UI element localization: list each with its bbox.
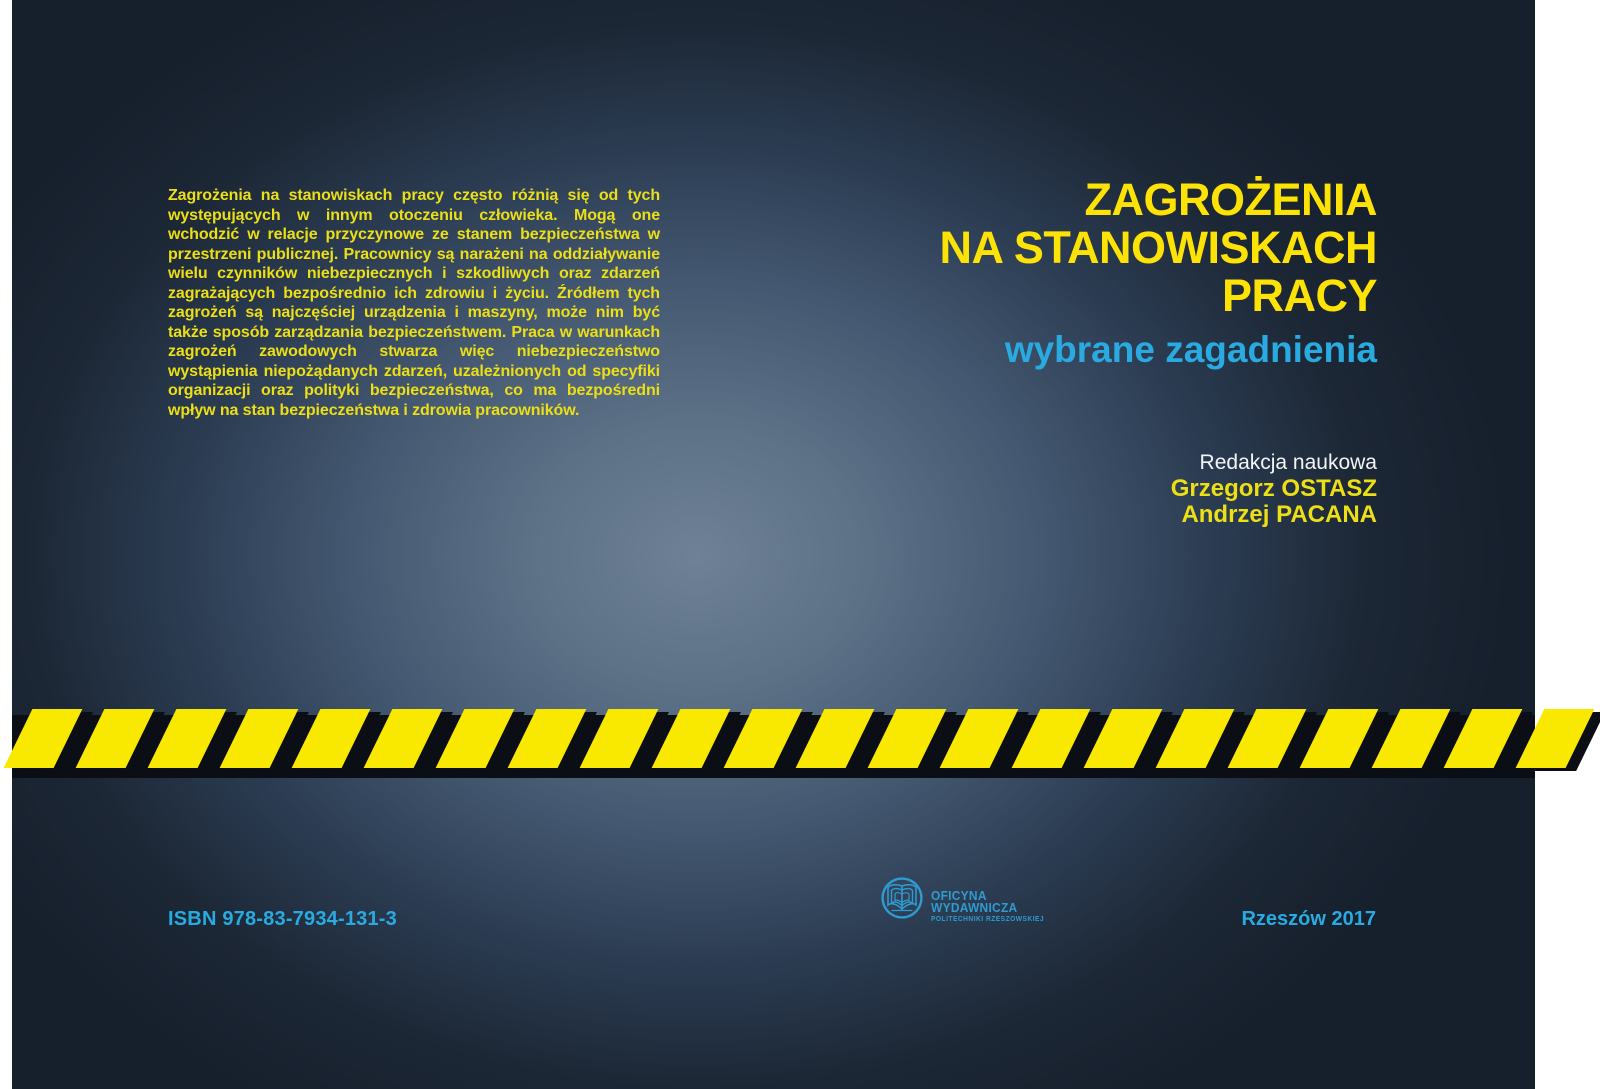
hazard-stripe — [76, 709, 155, 768]
hazard-stripe — [1156, 709, 1235, 768]
book-subtitle: wybrane zagadnienia — [1004, 329, 1377, 370]
title-block — [940, 176, 1377, 370]
publisher-name-line-2: WYDAWNICZA — [931, 900, 1018, 915]
book-title-line-2: NA STANOWISKACH — [939, 222, 1377, 273]
hazard-stripe — [1228, 709, 1307, 768]
hazard-band — [0, 709, 1600, 769]
hazard-stripe — [292, 709, 371, 768]
hazard-stripe — [580, 709, 659, 768]
hazard-stripe — [1300, 709, 1379, 768]
publisher-name-line-1: OFICYNA — [931, 888, 987, 903]
book-title-line-3: PRACY — [1221, 270, 1377, 321]
editor-name-2: Andrzej PACANA — [1181, 501, 1377, 528]
hazard-stripe — [1516, 709, 1595, 768]
isbn-text: ISBN 978-83-7934-131-3 — [168, 908, 397, 930]
hazard-stripe — [796, 709, 875, 768]
hazard-stripe — [652, 709, 731, 768]
editors-block — [1171, 449, 1377, 528]
city-year: Rzeszów 2017 — [1241, 908, 1376, 930]
hazard-stripe — [1012, 709, 1091, 768]
publisher-name — [931, 876, 1050, 924]
editors-label: Redakcja naukowa — [1199, 451, 1377, 474]
hazard-stripe — [4, 709, 83, 768]
hazard-stripe — [508, 709, 587, 768]
hazard-stripe — [1084, 709, 1163, 768]
open-book-logo-icon — [880, 876, 924, 920]
hazard-stripe — [868, 709, 947, 768]
hazard-stripe — [940, 709, 1019, 768]
hazard-stripe — [1372, 709, 1451, 768]
publisher-name-line-3: POLITECHNIKI RZESZOWSKIEJ — [931, 916, 1045, 923]
hazard-stripe — [148, 709, 227, 768]
publisher-block — [880, 876, 1050, 924]
back-cover-blurb: Zagrożenia na stanowiskach pracy często różnią się od tych występujących w innym otoczeniu człowieka. Mogą one wchodzić w relacje przyczynowe ze stanem bezpieczeństwa w przestrzeni publicznej. Pracownicy są narażeni na oddziaływanie wielu czynników niebezpiecznych i szkodliwych oraz zdarzeń zagrażających bezpośrednio ich zdrowiu i życiu. Źródłem tych zagrożeń są najczęściej urządzenia i maszyny, może nim być także sposób zarządzania bezpieczeństwem. Praca w warunkach zagrożeń zawodowych stwarza więc niebezpieczeństwo wystąpienia niepożądanych zdarzeń, uzależnionych od specyfiki organizacji oraz polityki bezpieczeństwa, co ma bezpośredni wpływ na stan bezpieczeństwa i zdrowia pracowników. — [168, 187, 660, 419]
cover-background — [12, 0, 1535, 1089]
hazard-stripe — [364, 709, 443, 768]
hazard-stripe — [220, 709, 299, 768]
hazard-stripe — [724, 709, 803, 768]
editor-name-1: Grzegorz OSTASZ — [1170, 475, 1377, 502]
hazard-stripe — [1444, 709, 1523, 768]
hazard-stripe — [436, 709, 515, 768]
book-title-line-1: ZAGROŻENIA — [1084, 174, 1377, 225]
